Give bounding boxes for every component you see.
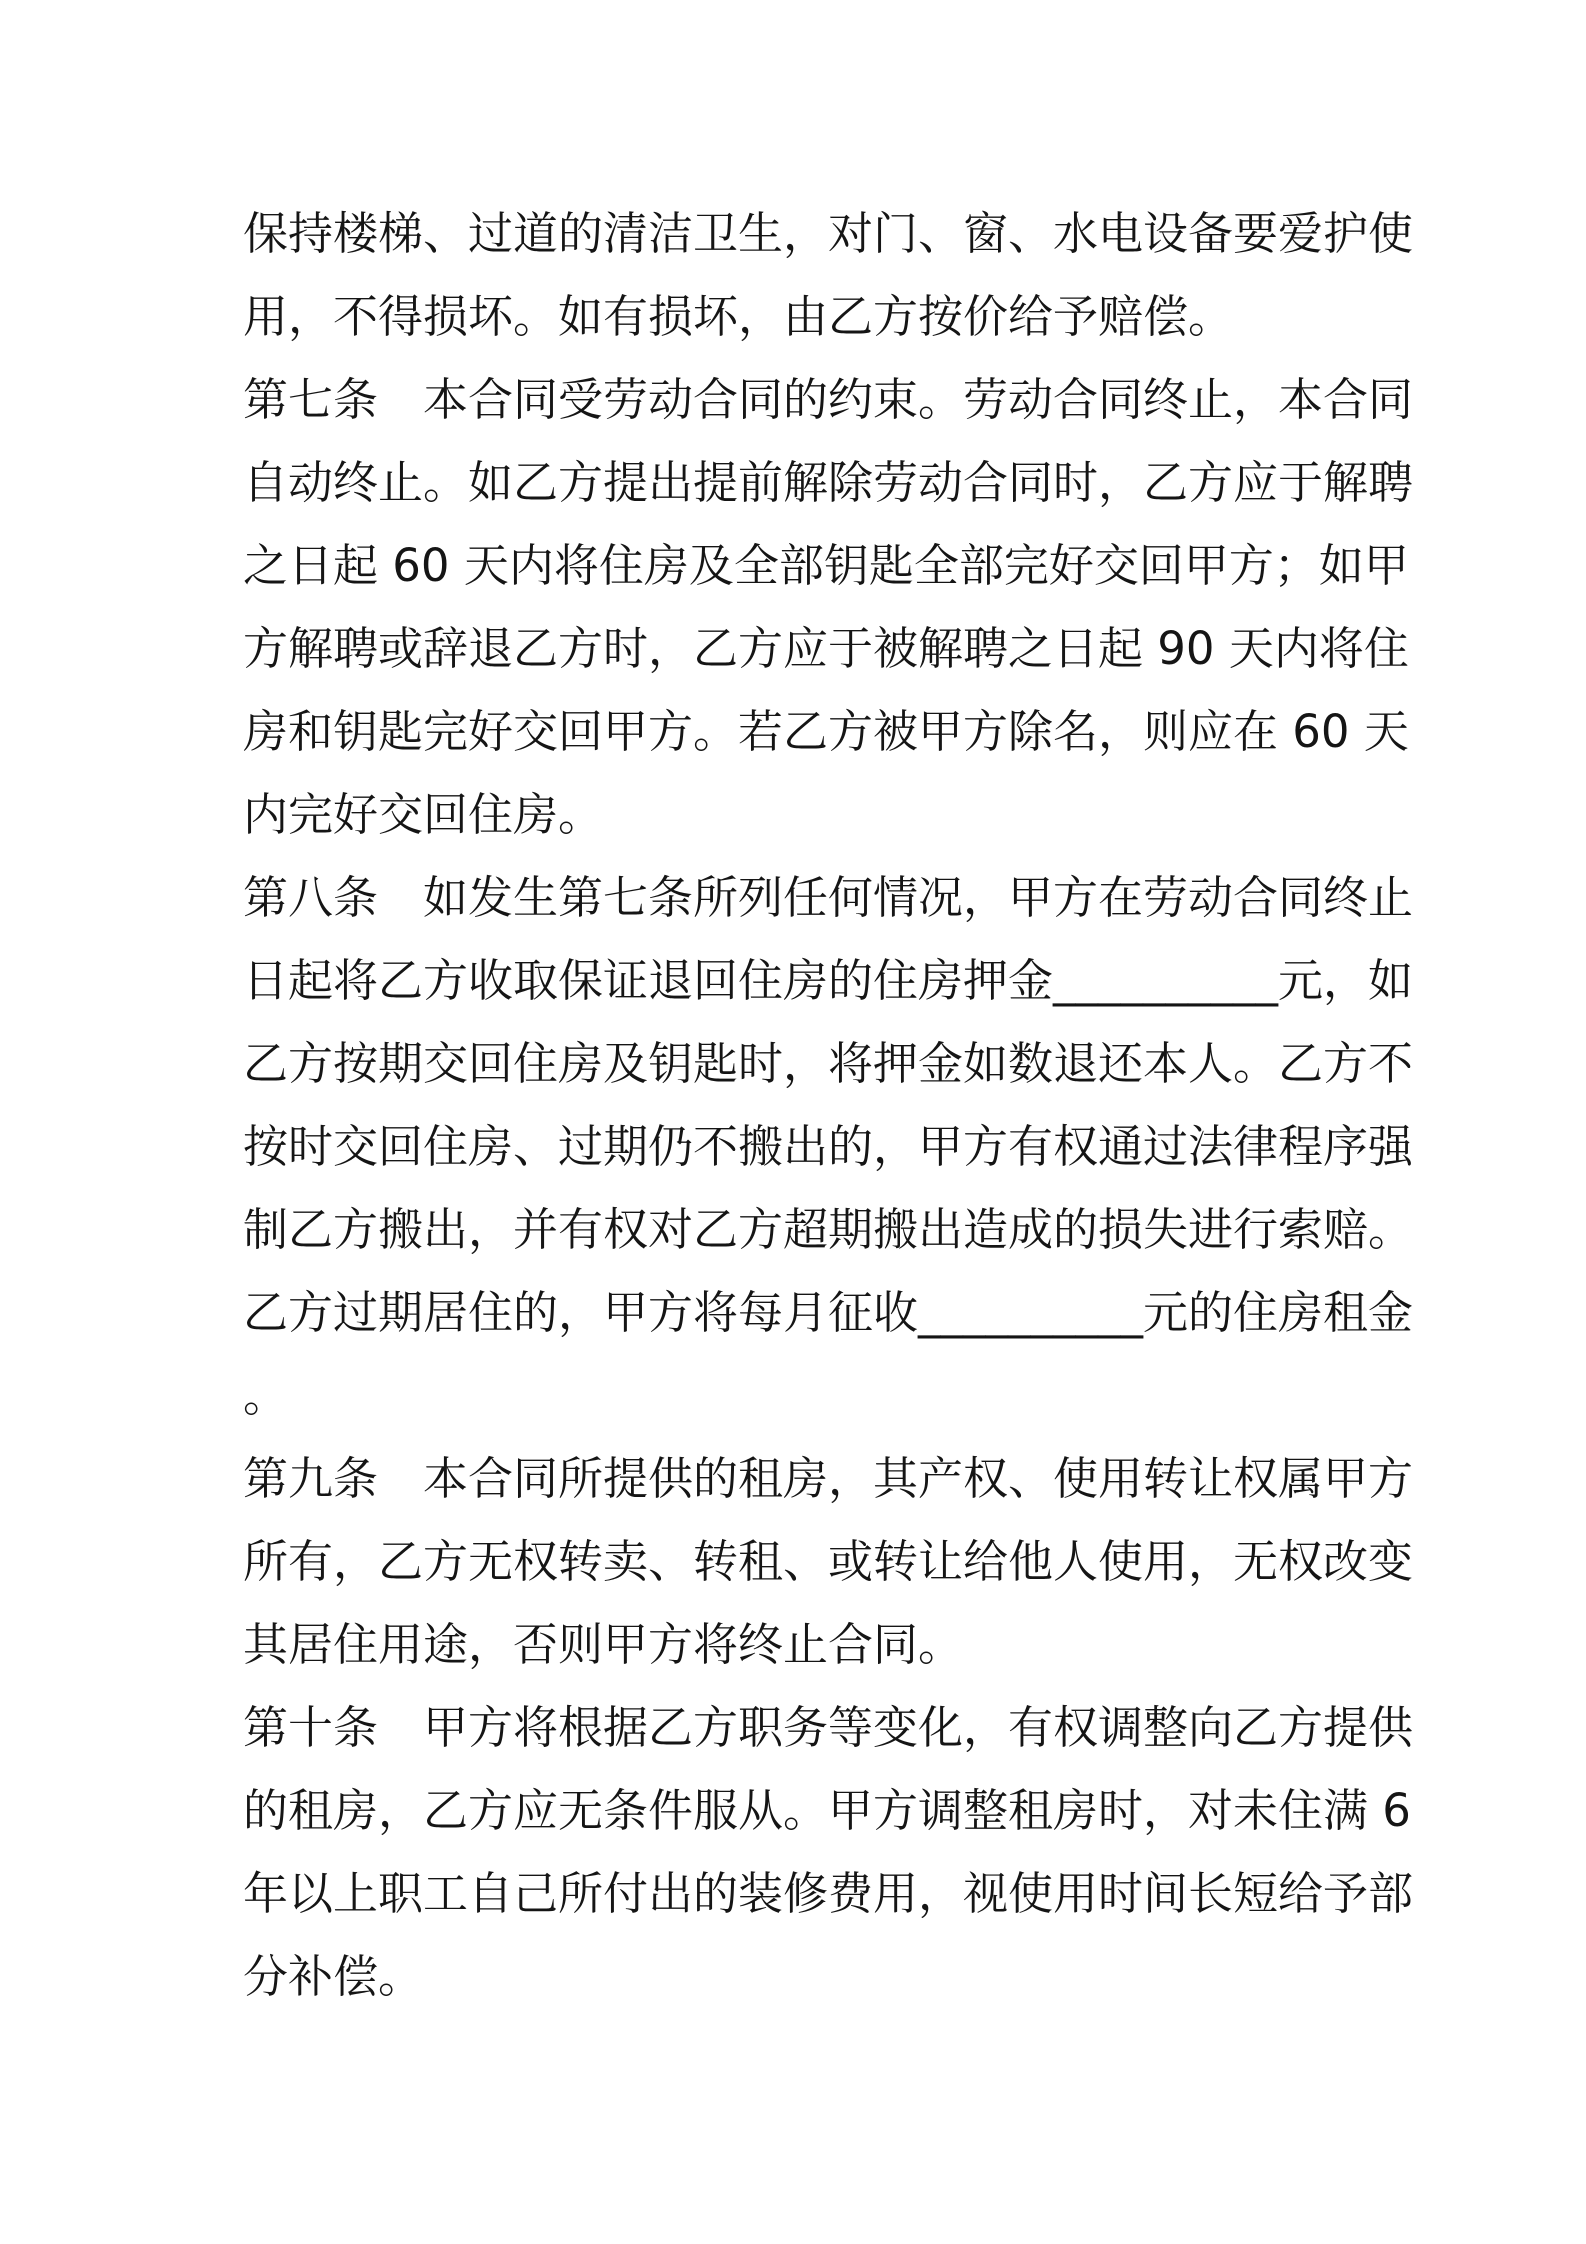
text-line: 分补偿。 <box>243 1950 424 2003</box>
text-line: 保持楼梯、过道的清洁卫生，对门、窗、水电设备要爱护使 <box>243 207 1414 260</box>
deposit-amount-line: 日起将乙方收取保证退回住房的住房押金__________元，如 <box>243 954 1414 1007</box>
article-10-heading-line: 第十条 甲方将根据乙方职务等变化，有权调整向乙方提供 <box>243 1701 1414 1754</box>
text-line: 方解聘或辞退乙方时，乙方应于被解聘之日起 90 天内将住 <box>243 622 1409 675</box>
text-line: 所有，乙方无权转卖、转租、或转让给他人使用，无权改变 <box>243 1535 1414 1588</box>
text-line: 其居住用途，否则甲方将终止合同。 <box>243 1618 964 1671</box>
document-body <box>243 192 1414 2018</box>
text-line: 年以上职工自己所付出的装修费用，视使用时间长短给予部 <box>243 1867 1414 1920</box>
text-line: 房和钥匙完好交回甲方。若乙方被甲方除名，则应在 60 天 <box>243 705 1409 758</box>
article-8-heading-line: 第八条 如发生第七条所列任何情况，甲方在劳动合同终止 <box>243 871 1414 924</box>
text-line: 内完好交回住房。 <box>243 788 604 841</box>
text-line: 自动终止。如乙方提出提前解除劳动合同时，乙方应于解聘 <box>243 456 1414 509</box>
text-line: 乙方按期交回住房及钥匙时，将押金如数退还本人。乙方不 <box>243 1037 1414 1090</box>
text-line: 制乙方搬出，并有权对乙方超期搬出造成的损失进行索赔。 <box>243 1203 1414 1256</box>
text-line: 的租房，乙方应无条件服从。甲方调整租房时，对未住满 6 <box>243 1784 1411 1837</box>
text-line: 之日起 60 天内将住房及全部钥匙全部完好交回甲方；如甲 <box>243 539 1409 592</box>
article-7-heading-line: 第七条 本合同受劳动合同的约束。劳动合同终止，本合同 <box>243 373 1414 426</box>
text-line: 用，不得损坏。如有损坏，由乙方按价给予赔偿。 <box>243 290 1234 343</box>
article-9-heading-line: 第九条 本合同所提供的租房，其产权、使用转让权属甲方 <box>243 1452 1414 1505</box>
text-line: 按时交回住房、过期仍不搬出的，甲方有权通过法律程序强 <box>243 1120 1414 1173</box>
monthly-rent-line: 乙方过期居住的，甲方将每月征收__________元的住房租金 <box>243 1286 1414 1339</box>
text-line: 。 <box>243 1369 289 1422</box>
